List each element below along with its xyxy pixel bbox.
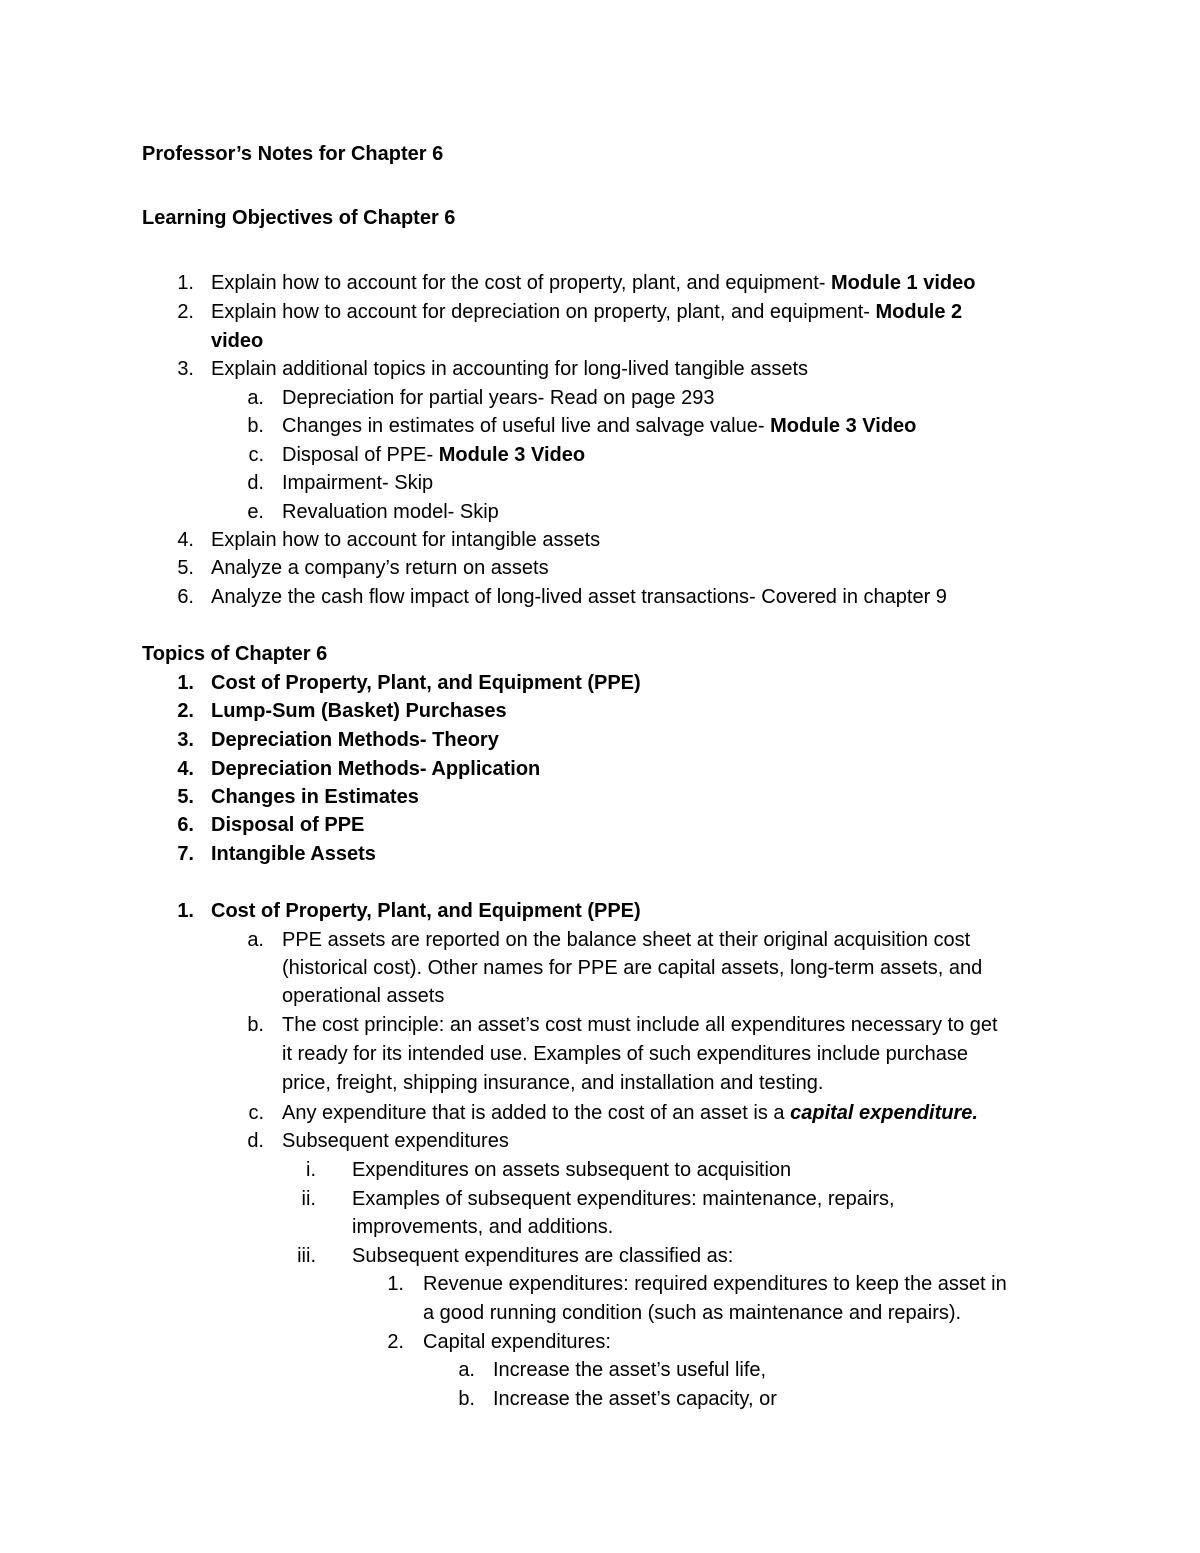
section-point-continuation: operational assets (282, 985, 445, 1007)
section-point-continuation: (historical cost). Other names for PPE are capital assets, long-term assets, and (282, 957, 983, 979)
roman-item: i. Expenditures on assets subsequent to acquisition (306, 1159, 792, 1181)
roman-item: ii. Examples of subsequent expenditures: maintenance, repairs, (301, 1188, 895, 1210)
section-point: b. The cost principle: an asset’s cost must include all expenditures necessary to get (247, 1014, 998, 1036)
objective-item: 3. Explain additional topics in accounting for long-lived tangible assets (177, 358, 809, 380)
objectives-heading: Learning Objectives of Chapter 6 (142, 207, 456, 229)
document-title: Professor’s Notes for Chapter 6 (142, 143, 444, 165)
topic-item: 7. Intangible Assets (177, 843, 376, 865)
section-point-continuation: price, freight, shipping insurance, and installation and testing. (282, 1072, 824, 1094)
objective-item: 6. Analyze the cash flow impact of long-lived asset transactions- Covered in chapter 9 (177, 586, 947, 608)
topic-item: 1. Cost of Property, Plant, and Equipment (PPE) (177, 672, 641, 694)
section-point: c. Any expenditure that is added to the cost of an asset is a capital expenditure. (248, 1102, 978, 1124)
capital-expenditure-item: b. Increase the asset’s capacity, or (458, 1388, 777, 1410)
topic-item: 4. Depreciation Methods- Application (177, 758, 541, 780)
roman-item-continuation: improvements, and additions. (352, 1216, 614, 1238)
classification-item: 1. Revenue expenditures: required expenditures to keep the asset in (387, 1273, 1007, 1295)
roman-item: iii. Subsequent expenditures are classified as: (297, 1245, 734, 1267)
capital-expenditure-item: a. Increase the asset’s useful life, (458, 1359, 767, 1381)
section-point: d. Subsequent expenditures (247, 1130, 509, 1152)
objective-item: 4. Explain how to account for intangible assets (177, 529, 601, 551)
classification-item: 2. Capital expenditures: (387, 1331, 611, 1353)
topic-item: 5. Changes in Estimates (177, 786, 419, 808)
objective-subitem: c. Disposal of PPE- Module 3 Video (248, 444, 586, 466)
objective-item: 5. Analyze a company’s return on assets (177, 557, 549, 579)
objective-subitem: b. Changes in estimates of useful live and salvage value- Module 3 Video (247, 415, 917, 437)
topics-heading: Topics of Chapter 6 (142, 643, 328, 665)
section-point-continuation: it ready for its intended use. Examples of such expenditures include purchase (282, 1043, 968, 1065)
objective-item: 1. Explain how to account for the cost of property, plant, and equipment- Module 1 video (177, 272, 976, 294)
objective-subitem: a. Depreciation for partial years- Read on page 293 (247, 387, 715, 409)
section-point: a. PPE assets are reported on the balance sheet at their original acquisition cost (247, 929, 971, 951)
topic-item: 3. Depreciation Methods- Theory (177, 729, 499, 751)
topic-item: 6. Disposal of PPE (177, 814, 365, 836)
section-heading: 1. Cost of Property, Plant, and Equipment (PPE) (177, 900, 641, 922)
topic-item: 2. Lump-Sum (Basket) Purchases (177, 700, 507, 722)
objective-subitem: d. Impairment- Skip (247, 472, 434, 494)
objective-item-continuation: video (211, 330, 264, 352)
objective-item: 2. Explain how to account for depreciation on property, plant, and equipment- Module 2 (177, 301, 963, 323)
objective-subitem: e. Revaluation model- Skip (247, 501, 499, 523)
classification-item-continuation: a good running condition (such as maintenance and repairs). (423, 1302, 962, 1324)
